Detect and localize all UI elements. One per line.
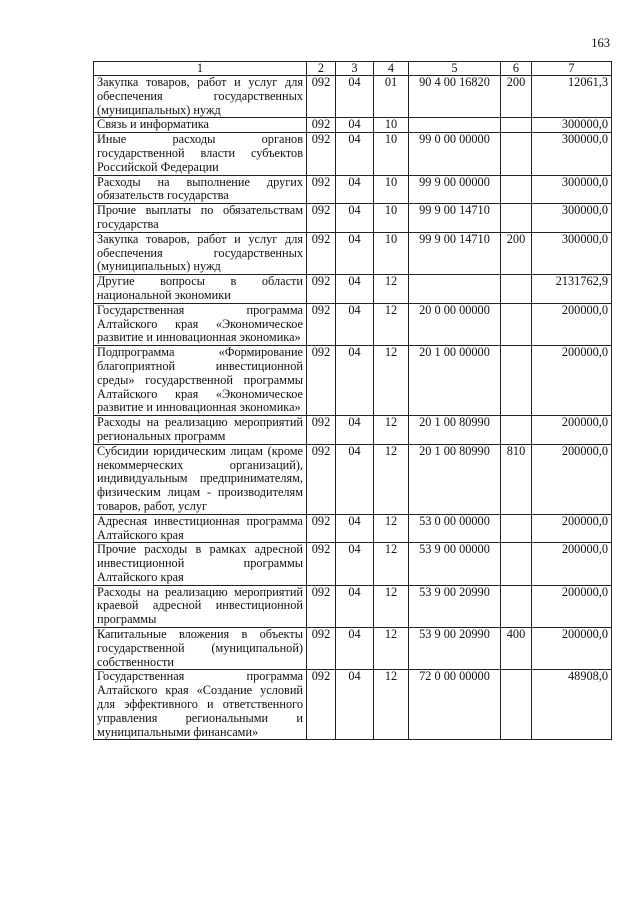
cell-vr (501, 133, 532, 175)
cell-name: Закупка товаров, работ и услуг для обеспечения государственных (муниципальных) нужд (94, 76, 307, 118)
cell-pr: 12 (374, 303, 409, 345)
cell-name: Капитальные вложения в объекты государственной (муниципальной) собственности (94, 628, 307, 670)
cell-vr: 810 (501, 444, 532, 514)
cell-name: Субсидии юридическим лицам (кроме некоммерческих организаций), индивидуальным предпринимателям, физическим лицам - производителям товаров, работ, услуг (94, 444, 307, 514)
cell-rz: 04 (336, 204, 374, 233)
cell-rz: 04 (336, 275, 374, 304)
cell-rz: 04 (336, 232, 374, 274)
cell-ved: 092 (307, 303, 336, 345)
table-row (94, 444, 612, 514)
column-header: 1 (94, 62, 307, 76)
cell-name: Подпрограмма «Формирование благоприятной инвестиционной среды» государственной программы Алтайского края «Экономическое развитие и инновационная экономика» (94, 346, 307, 416)
cell-name: Адресная инвестиционная программа Алтайского края (94, 514, 307, 543)
cell-csr: 99 9 00 14710 (409, 232, 501, 274)
cell-ved: 092 (307, 416, 336, 445)
cell-ved: 092 (307, 543, 336, 585)
cell-ved: 092 (307, 175, 336, 204)
cell-csr: 99 9 00 00000 (409, 175, 501, 204)
cell-rz: 04 (336, 628, 374, 670)
cell-ved: 092 (307, 232, 336, 274)
cell-pr: 12 (374, 670, 409, 740)
cell-sum: 200000,0 (532, 585, 612, 627)
cell-rz: 04 (336, 175, 374, 204)
cell-ved: 092 (307, 670, 336, 740)
cell-name: Связь и информатика (94, 118, 307, 133)
cell-vr (501, 670, 532, 740)
column-header: 5 (409, 62, 501, 76)
cell-ved: 092 (307, 628, 336, 670)
cell-sum: 12061,3 (532, 76, 612, 118)
cell-pr: 10 (374, 118, 409, 133)
cell-csr: 20 1 00 80990 (409, 444, 501, 514)
table-row (94, 232, 612, 274)
cell-name: Государственная программа Алтайского края «Экономическое развитие и инновационная экономика» (94, 303, 307, 345)
cell-pr: 12 (374, 543, 409, 585)
cell-ved: 092 (307, 133, 336, 175)
cell-name: Расходы на реализацию мероприятий краевой адресной инвестиционной программы (94, 585, 307, 627)
budget-table (93, 61, 612, 740)
cell-ved: 092 (307, 585, 336, 627)
cell-vr (501, 585, 532, 627)
cell-pr: 12 (374, 275, 409, 304)
cell-pr: 12 (374, 346, 409, 416)
cell-csr: 20 1 00 80990 (409, 416, 501, 445)
table-row (94, 346, 612, 416)
cell-rz: 04 (336, 585, 374, 627)
column-header: 2 (307, 62, 336, 76)
column-header: 6 (501, 62, 532, 76)
cell-sum: 300000,0 (532, 118, 612, 133)
cell-name: Расходы на выполнение других обязательств государства (94, 175, 307, 204)
cell-vr (501, 275, 532, 304)
cell-pr: 10 (374, 204, 409, 233)
cell-vr (501, 175, 532, 204)
cell-vr (501, 346, 532, 416)
table-row (94, 275, 612, 304)
cell-sum: 200000,0 (532, 514, 612, 543)
cell-pr: 12 (374, 585, 409, 627)
cell-sum: 200000,0 (532, 346, 612, 416)
cell-sum: 300000,0 (532, 133, 612, 175)
cell-csr: 99 0 00 00000 (409, 133, 501, 175)
page-number: 163 (591, 36, 610, 50)
cell-ved: 092 (307, 444, 336, 514)
cell-sum: 200000,0 (532, 628, 612, 670)
cell-sum: 48908,0 (532, 670, 612, 740)
cell-csr: 20 1 00 00000 (409, 346, 501, 416)
cell-pr: 12 (374, 628, 409, 670)
cell-pr: 10 (374, 232, 409, 274)
cell-rz: 04 (336, 514, 374, 543)
cell-pr: 12 (374, 444, 409, 514)
cell-vr (501, 416, 532, 445)
cell-sum: 300000,0 (532, 204, 612, 233)
table-row (94, 416, 612, 445)
cell-ved: 092 (307, 346, 336, 416)
cell-sum: 200000,0 (532, 416, 612, 445)
header-row (94, 62, 612, 76)
table-row (94, 543, 612, 585)
cell-name: Иные расходы органов государственной власти субъектов Российской Федерации (94, 133, 307, 175)
cell-csr (409, 275, 501, 304)
table-row (94, 628, 612, 670)
cell-vr: 200 (501, 232, 532, 274)
table-row (94, 303, 612, 345)
cell-rz: 04 (336, 543, 374, 585)
cell-csr: 53 9 00 00000 (409, 543, 501, 585)
table-row (94, 118, 612, 133)
cell-vr (501, 303, 532, 345)
cell-rz: 04 (336, 444, 374, 514)
cell-csr (409, 118, 501, 133)
cell-vr: 200 (501, 76, 532, 118)
cell-rz: 04 (336, 133, 374, 175)
cell-ved: 092 (307, 76, 336, 118)
cell-rz: 04 (336, 76, 374, 118)
cell-rz: 04 (336, 346, 374, 416)
cell-sum: 200000,0 (532, 303, 612, 345)
column-header: 4 (374, 62, 409, 76)
cell-csr: 20 0 00 00000 (409, 303, 501, 345)
cell-pr: 12 (374, 416, 409, 445)
cell-vr (501, 543, 532, 585)
cell-ved: 092 (307, 275, 336, 304)
cell-sum: 300000,0 (532, 175, 612, 204)
cell-pr: 01 (374, 76, 409, 118)
cell-rz: 04 (336, 118, 374, 133)
table-row (94, 670, 612, 740)
cell-ved: 092 (307, 204, 336, 233)
table-row (94, 585, 612, 627)
cell-pr: 12 (374, 514, 409, 543)
cell-sum: 200000,0 (532, 543, 612, 585)
cell-csr: 53 0 00 00000 (409, 514, 501, 543)
cell-name: Прочие расходы в рамках адресной инвестиционной программы Алтайского края (94, 543, 307, 585)
table-row (94, 133, 612, 175)
cell-pr: 10 (374, 133, 409, 175)
table-row (94, 204, 612, 233)
cell-name: Государственная программа Алтайского края «Создание условий для эффективного и ответственного управления региональными и муниципальными финансами» (94, 670, 307, 740)
cell-vr: 400 (501, 628, 532, 670)
cell-rz: 04 (336, 670, 374, 740)
table-row (94, 76, 612, 118)
cell-ved: 092 (307, 514, 336, 543)
cell-sum: 300000,0 (532, 232, 612, 274)
cell-ved: 092 (307, 118, 336, 133)
cell-rz: 04 (336, 416, 374, 445)
table-row (94, 175, 612, 204)
cell-csr: 53 9 00 20990 (409, 628, 501, 670)
cell-name: Расходы на реализацию мероприятий региональных программ (94, 416, 307, 445)
cell-vr (501, 514, 532, 543)
cell-sum: 200000,0 (532, 444, 612, 514)
column-header: 3 (336, 62, 374, 76)
cell-name: Прочие выплаты по обязательствам государства (94, 204, 307, 233)
cell-csr: 53 9 00 20990 (409, 585, 501, 627)
cell-name: Закупка товаров, работ и услуг для обеспечения государственных (муниципальных) нужд (94, 232, 307, 274)
cell-sum: 2131762,9 (532, 275, 612, 304)
cell-csr: 90 4 00 16820 (409, 76, 501, 118)
cell-csr: 72 0 00 00000 (409, 670, 501, 740)
cell-pr: 10 (374, 175, 409, 204)
cell-csr: 99 9 00 14710 (409, 204, 501, 233)
column-header: 7 (532, 62, 612, 76)
table-row (94, 514, 612, 543)
cell-vr (501, 204, 532, 233)
cell-vr (501, 118, 532, 133)
cell-rz: 04 (336, 303, 374, 345)
cell-name: Другие вопросы в области национальной экономики (94, 275, 307, 304)
